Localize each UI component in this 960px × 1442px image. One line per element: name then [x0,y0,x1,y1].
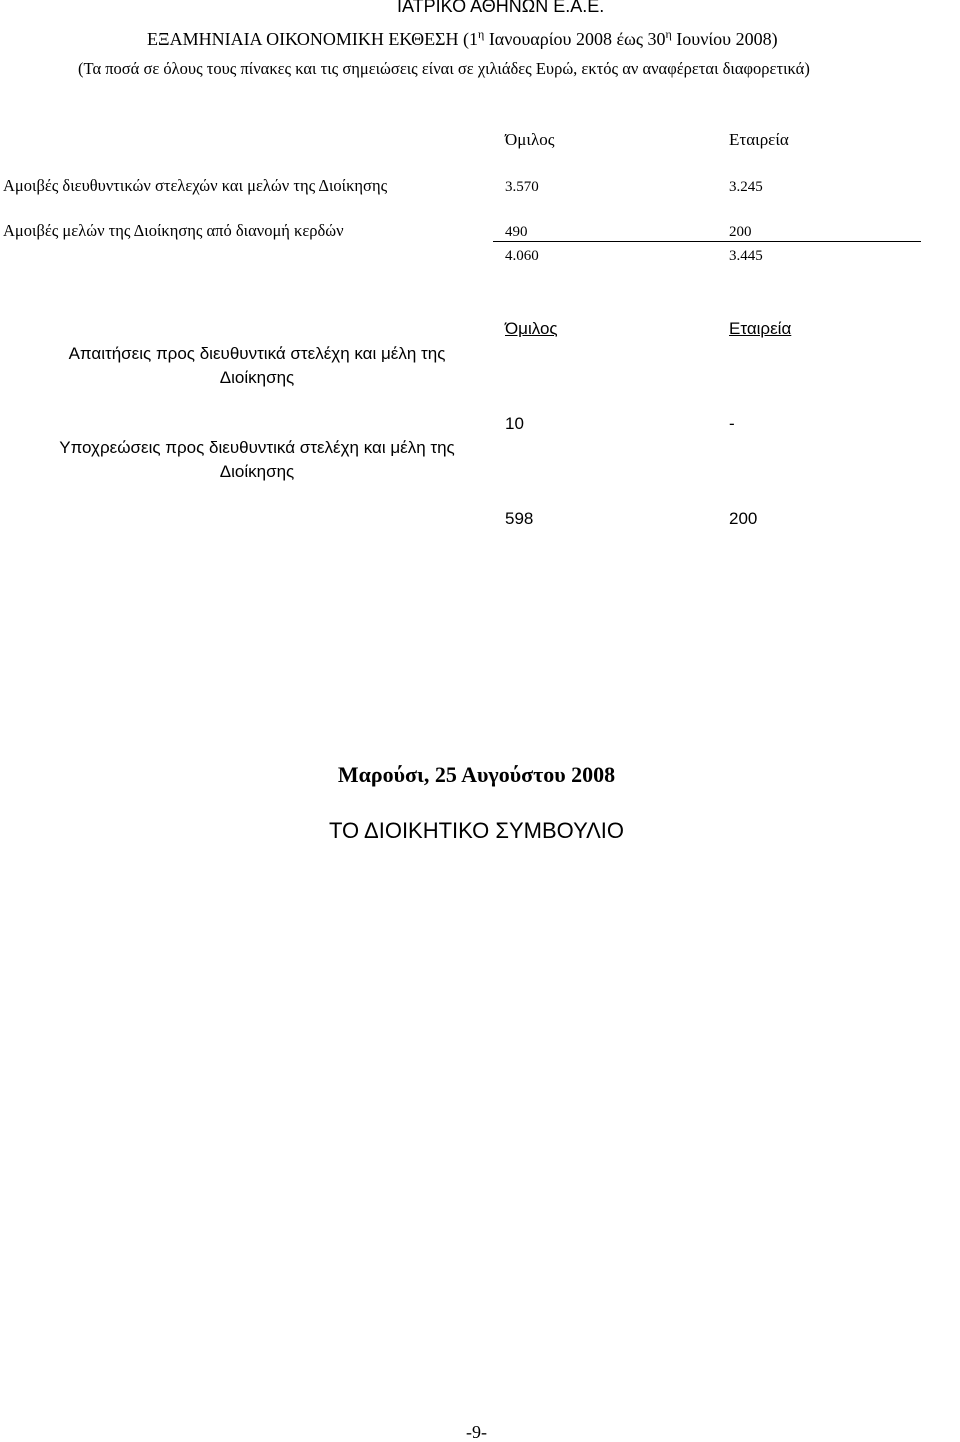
remuneration-total-rule [493,241,921,242]
remuneration-col-group-header: Όμιλος [505,130,555,149]
report-title [147,28,778,50]
balances-row-label [14,436,500,484]
balances-col-group-header: Όμιλος [505,319,558,338]
remuneration-row-company-value: 3.245 [729,179,763,195]
balances-row-label-line-2: Διοίκησης [219,462,295,481]
report-title-sup-2: η [665,27,672,41]
report-title-sup-1: η [478,27,485,41]
page-number: -9- [466,1422,487,1442]
company-name: ΙΑΤΡΙΚΟ ΑΘΗΝΩΝ Ε.Α.Ε. [397,0,605,16]
remuneration-total-group-value: 4.060 [505,248,539,264]
balances-row-label-line-2: Διοίκησης [219,368,295,387]
report-title-part-c: Ιουνίου 2008) [671,29,778,49]
balances-row-group-value: 10 [505,414,524,433]
remuneration-row-label: Αμοιβές διευθυντικών στελεχών και μελών της Διοίκησης [3,176,388,195]
balances-row-label-line-1: Απαιτήσεις προς διευθυντικά στελέχη και μέλη της [68,344,446,363]
balances-row-group-value: 598 [505,509,534,528]
report-title-part-b: Ιανουαρίου 2008 έως 30 [484,29,666,49]
remuneration-row-company-value: 200 [729,224,752,240]
balances-row-company-value: - [729,414,735,433]
place-date: Μαρούσι, 25 Αυγούστου 2008 [337,762,616,787]
remuneration-col-company-header: Εταιρεία [729,130,789,149]
balances-row-label [14,342,500,390]
balances-row-label-line-1: Υποχρεώσεις προς διευθυντικά στελέχη και μέλη της [59,438,455,457]
board-signature: ΤΟ ΔΙΟΙΚΗΤΙΚΟ ΣΥΜΒΟΥΛΙΟ [328,818,625,843]
report-title-part-a: ΕΞΑΜΗΝΙΑΙΑ ΟΙΚΟΝΟΜΙΚΗ ΕΚΘΕΣΗ (1 [147,29,479,49]
remuneration-row-group-value: 490 [505,224,528,240]
amounts-note: (Τα ποσά σε όλους τους πίνακες και τις σημειώσεις είναι σε χιλιάδες Ευρώ, εκτός αν αναφέρεται διαφορετικά) [78,59,810,78]
remuneration-row-label: Αμοιβές μελών της Διοίκησης από διανομή κερδών [3,221,344,240]
balances-col-company-header: Εταιρεία [729,319,792,338]
remuneration-row-group-value: 3.570 [505,179,539,195]
remuneration-total-company-value: 3.445 [729,248,763,264]
balances-row-company-value: 200 [729,509,758,528]
